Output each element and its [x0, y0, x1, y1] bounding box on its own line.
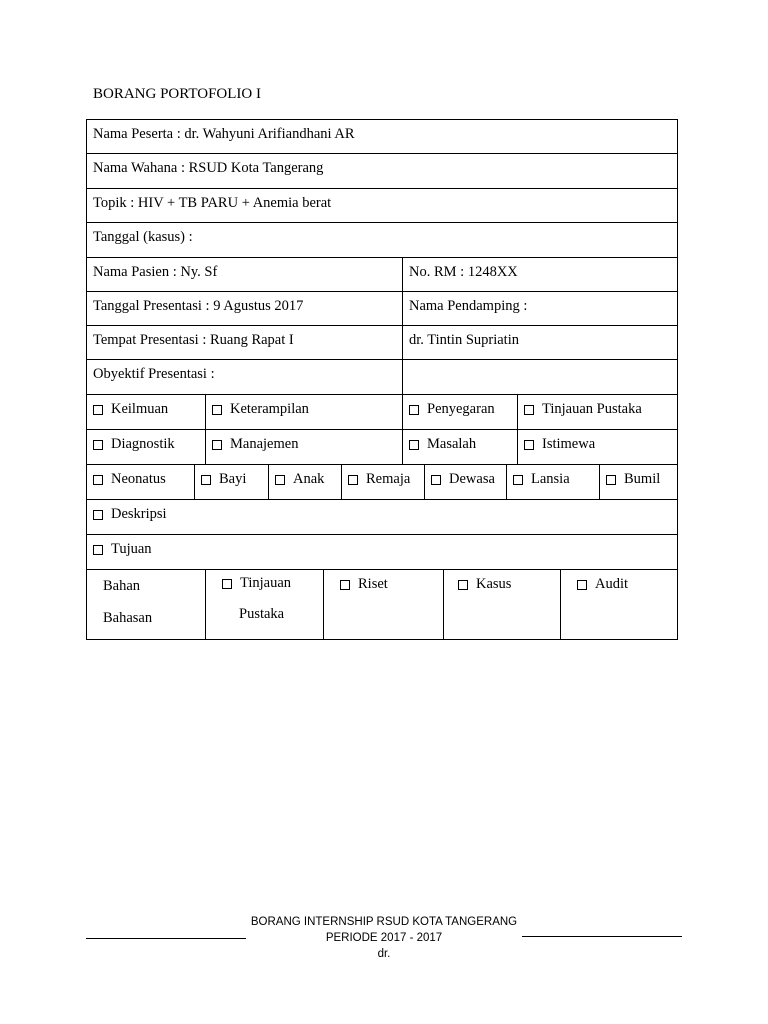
check-istimewa[interactable]: Istimewa: [517, 430, 677, 464]
checkbox-icon[interactable]: [458, 580, 468, 590]
row-pasien: [86, 258, 678, 292]
check-bayi[interactable]: Bayi: [194, 465, 268, 499]
footer-line-2: PERIODE 2017 - 2017: [325, 932, 443, 944]
form-title: BORANG PORTOFOLIO I: [93, 86, 262, 102]
check-anak[interactable]: Anak: [268, 465, 341, 499]
footer-line-1: BORANG INTERNSHIP RSUD KOTA TANGERANG: [250, 916, 518, 928]
obyektif-empty-cell: [402, 360, 677, 394]
check-keilmuan[interactable]: Keilmuan: [87, 395, 205, 429]
checkbox-icon[interactable]: [340, 580, 350, 590]
checkbox-icon[interactable]: [93, 405, 103, 415]
peserta-cell: Nama Peserta : dr. Wahyuni Arifiandhani AR: [93, 126, 355, 142]
check-neonatus[interactable]: Neonatus: [87, 465, 194, 499]
checkbox-icon[interactable]: [577, 580, 587, 590]
portfolio-form: [86, 119, 678, 640]
checkbox-icon[interactable]: [606, 475, 616, 485]
wahana-cell: Nama Wahana : RSUD Kota Tangerang: [93, 160, 324, 176]
check-tinjauan-pustaka[interactable]: Tinjauan Pustaka: [517, 395, 677, 429]
row-tanggal-kasus: [86, 223, 678, 258]
checkbox-icon[interactable]: [93, 440, 103, 450]
checkbox-icon[interactable]: [93, 545, 103, 555]
checkbox-icon[interactable]: [275, 475, 285, 485]
row-peserta: [86, 119, 678, 154]
row-tanggal-presentasi: [86, 292, 678, 326]
pendamping-name-cell: dr. Tintin Supriatin: [402, 326, 677, 359]
checkbox-icon[interactable]: [409, 440, 419, 450]
checkbox-icon[interactable]: [348, 475, 358, 485]
checkbox-icon[interactable]: [524, 440, 534, 450]
check-remaja[interactable]: Remaja: [341, 465, 424, 499]
row-deskripsi: [86, 500, 678, 535]
check-kasus[interactable]: Kasus: [443, 570, 560, 639]
row-obyektif: [86, 360, 678, 395]
check-masalah[interactable]: Masalah: [402, 430, 517, 464]
check-manajemen[interactable]: Manajemen: [205, 430, 402, 464]
check-dewasa[interactable]: Dewasa: [424, 465, 506, 499]
topik-cell: Topik : HIV + TB PARU + Anemia berat: [93, 195, 332, 211]
pendamping-label-cell: Nama Pendamping :: [402, 292, 677, 325]
pasien-cell: Nama Pasien : Ny. Sf: [93, 264, 218, 280]
no-rm-cell: No. RM : 1248XX: [402, 258, 677, 291]
row-wahana: [86, 154, 678, 189]
checkbox-icon[interactable]: [222, 579, 232, 589]
row-tempat-presentasi: [86, 326, 678, 360]
checkbox-icon[interactable]: [431, 475, 441, 485]
check-lansia[interactable]: Lansia: [506, 465, 599, 499]
check-penyegaran[interactable]: Penyegaran: [402, 395, 517, 429]
check-riset[interactable]: Riset: [323, 570, 443, 639]
checkbox-icon[interactable]: [212, 440, 222, 450]
row-topik: [86, 189, 678, 223]
footer-line-3: dr.: [377, 948, 391, 960]
checkbox-icon[interactable]: [513, 475, 523, 485]
check-tujuan[interactable]: Tujuan: [87, 535, 677, 569]
bahan-bahasan-label: Bahan Bahasan: [103, 578, 153, 626]
checkbox-icon[interactable]: [212, 405, 222, 415]
checkbox-icon[interactable]: [409, 405, 419, 415]
tanggal-kasus-cell: Tanggal (kasus) :: [93, 229, 193, 245]
check-keterampilan[interactable]: Keterampilan: [205, 395, 402, 429]
row-bahan-bahasan: [86, 570, 678, 640]
checkbox-icon[interactable]: [524, 405, 534, 415]
check-bumil[interactable]: Bumil: [599, 465, 677, 499]
check-deskripsi[interactable]: Deskripsi: [87, 500, 677, 534]
checkbox-icon[interactable]: [93, 510, 103, 520]
obyektif-cell: Obyektif Presentasi :: [93, 366, 215, 382]
tempat-presentasi-cell: Tempat Presentasi : Ruang Rapat I: [93, 332, 294, 348]
check-tinjauan[interactable]: Tinjauan Pustaka: [205, 570, 323, 639]
row-checks-2: [86, 430, 678, 465]
checkbox-icon[interactable]: [93, 475, 103, 485]
check-audit[interactable]: Audit: [560, 570, 677, 639]
page-footer: [0, 914, 768, 962]
row-checks-1: [86, 395, 678, 430]
row-checks-3: [86, 465, 678, 500]
tanggal-presentasi-cell: Tanggal Presentasi : 9 Agustus 2017: [93, 298, 304, 314]
checkbox-icon[interactable]: [201, 475, 211, 485]
row-tujuan: [86, 535, 678, 570]
check-diagnostik[interactable]: Diagnostik: [87, 430, 205, 464]
